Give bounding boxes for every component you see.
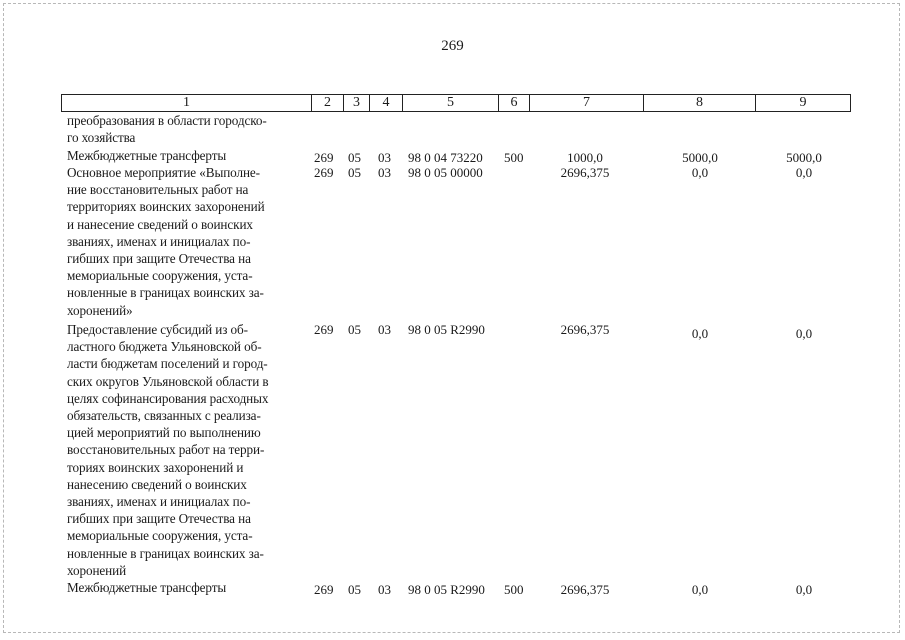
description-line: ласти бюджетам поселений и город- [67,356,268,372]
cell-amount-col7: 2696,375 [560,165,610,180]
column-header-5: 5 [403,95,499,111]
column-header-8: 8 [644,95,756,111]
description-line: званиях, именах и инициалах по- [67,233,251,249]
description-line: го хозяйства [67,130,136,146]
cell-expense-type: 500 [504,150,524,165]
description-line: ториях воинских захоронений и [67,459,244,475]
description-line: территориях воинских захоронений [67,199,265,215]
cell-section: 05 [348,582,361,597]
description-line: новленные в границах воинских за- [67,285,264,301]
cell-amount-col9: 5000,0 [786,150,822,165]
description-line: целях софинансирования расходных [67,390,269,406]
column-header-9: 9 [799,95,807,110]
description-line: Предоставление субсидий из об- [67,322,248,337]
column-header-1: 1 [62,95,312,111]
cell-amount-col9: 0,0 [795,582,813,597]
cell-section: 05 [348,165,361,180]
column-header-2: 2 [312,95,344,111]
cell-amount-col8: 0,0 [691,582,709,597]
cell-amount-col7: 2696,375 [560,582,610,597]
description-line: гибших при защите Отечества на [67,251,251,267]
column-header-7: 7 [530,95,644,111]
cell-amount-col8: 5000,0 [682,150,718,165]
description-line: хоронений [67,562,127,578]
cell-target-article: 98 0 05 R2990 [408,582,485,597]
cell-code-2: 269 [314,322,334,337]
description-line: мемориальные сооружения, уста- [67,528,253,544]
row-description [67,112,304,146]
description-line: ние восстановительных работ на [67,182,249,198]
table-header-row [61,94,851,112]
cell-amount-col8: 0,0 [691,326,709,341]
page-number: 269 [441,38,464,54]
cell-target-article: 98 0 04 73220 [408,150,483,165]
cell-subsection: 03 [378,582,391,597]
cell-amount-col9: 0,0 [795,165,813,180]
cell-amount-col8: 0,0 [691,165,709,180]
cell-section: 05 [348,150,361,165]
description-line: Межбюджетные трансферты [67,580,227,595]
row-description [67,147,304,164]
cell-target-article: 98 0 05 R2990 [408,322,485,337]
row-description [67,579,304,596]
column-header-6: 6 [499,95,530,111]
cell-target-article: 98 0 05 00000 [408,165,483,180]
cell-subsection: 03 [378,165,391,180]
description-line: гибших при защите Отечества на [67,511,251,527]
cell-section: 05 [348,322,361,337]
cell-subsection: 03 [378,150,391,165]
description-line: ластного бюджета Ульяновской об- [67,339,262,355]
description-line: хоронений» [67,302,133,318]
description-line: Межбюджетные трансферты [67,148,227,163]
description-line: новленные в границах воинских за- [67,545,264,561]
column-header-4: 4 [370,95,403,111]
cell-code-2: 269 [314,150,334,165]
description-line: ских округов Ульяновской области в [67,373,269,389]
row-description [67,164,304,319]
cell-code-2: 269 [314,165,334,180]
column-header-3: 3 [344,95,370,111]
description-line: званиях, именах и инициалах по- [67,494,251,510]
description-line: и нанесение сведений о воинских [67,216,253,232]
description-line: цией мероприятий по выполнению [67,425,261,441]
cell-amount-col7: 2696,375 [560,322,610,337]
description-line: обязательств, связанных с реализа- [67,408,261,424]
description-line: мемориальные сооружения, уста- [67,268,253,284]
cell-code-2: 269 [314,582,334,597]
cell-amount-col9: 0,0 [795,326,813,341]
cell-subsection: 03 [378,322,391,337]
description-line: восстановительных работ на терри- [67,442,265,458]
row-description [67,321,304,579]
cell-expense-type: 500 [504,582,524,597]
description-line: нанесению сведений о воинских [67,476,247,492]
description-line: преобразования в области городско- [67,113,267,128]
description-line: Основное мероприятие «Выполне- [67,165,260,180]
cell-amount-col7: 1000,0 [567,150,603,165]
